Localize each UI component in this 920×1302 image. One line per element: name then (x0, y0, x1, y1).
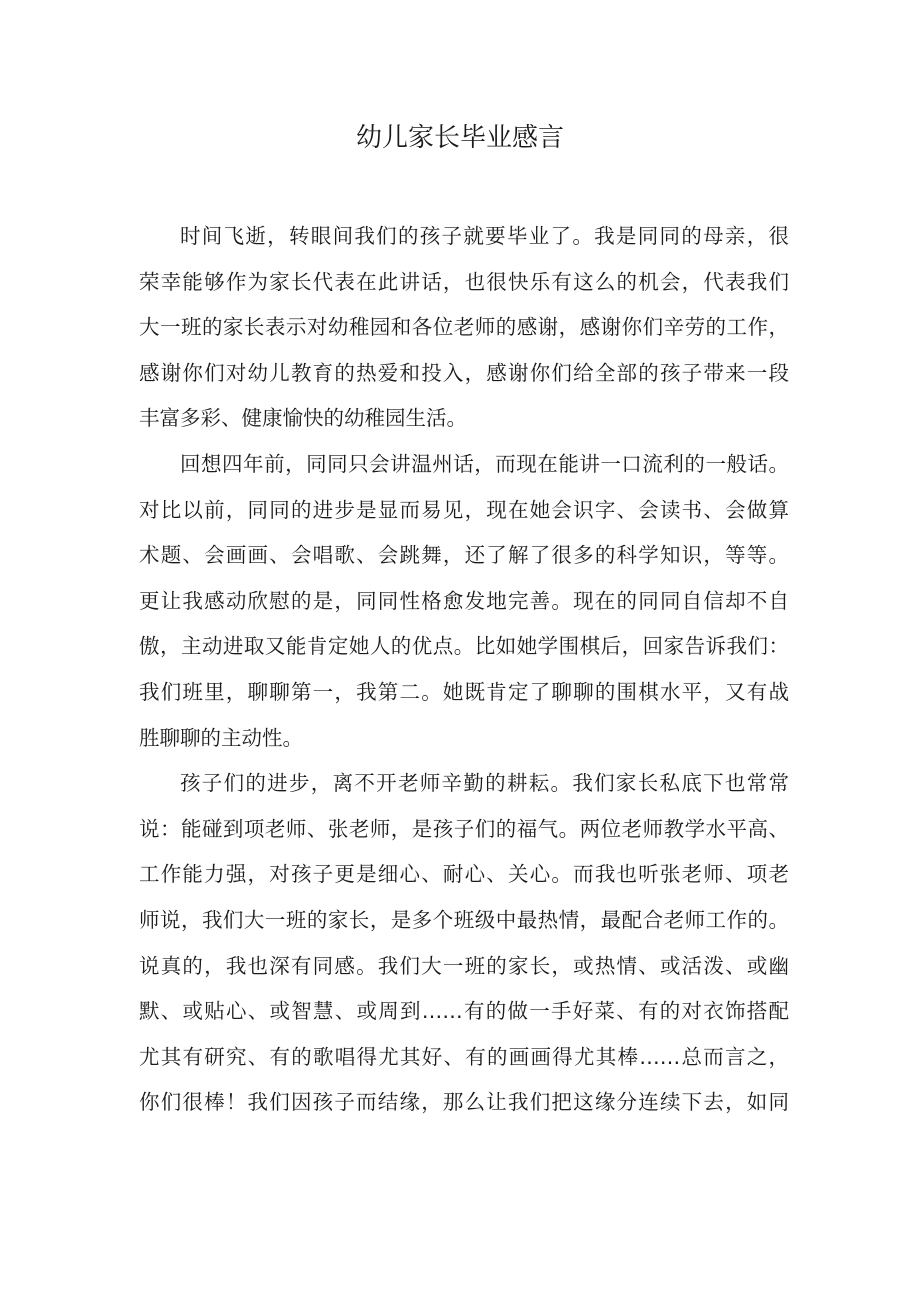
text-line: 傲，主动进取又能肯定她人的优点。比如她学围棋后，回家告诉我们： (139, 634, 789, 659)
text-line: 对比以前，同同的进步是显而易见，现在她会识字、会读书、会做算 (139, 497, 789, 522)
text-line: 师说，我们大一班的家长，是多个班级中最热情，最配合老师工作的。 (139, 907, 789, 932)
text-line: 时间飞逝，转眼间我们的孩子就要毕业了。我是同同的母亲，很 (180, 224, 789, 248)
text-line: 尤其有研究、有的歌唱得尤其好、有的画画得尤其棒……总而言之， (139, 1044, 789, 1069)
document-body (139, 214, 789, 1126)
text-line: 你们很棒！我们因孩子而结缘，那么让我们把这缘分连续下去，如同 (139, 1090, 789, 1115)
text-line: 大一班的家长表示对幼稚园和各位老师的感谢，感谢你们辛劳的工作， (139, 315, 789, 340)
paragraph-1 (139, 214, 789, 442)
text-line: 说真的，我也深有同感。我们大一班的家长，或热情、或活泼、或幽 (139, 953, 789, 978)
text-line: 说：能碰到项老师、张老师，是孩子们的福气。两位老师教学水平高、 (139, 816, 789, 841)
paragraph-3 (139, 761, 789, 1126)
text-line: 胜聊聊的主动性。 (139, 725, 303, 750)
document-title: 幼儿家长毕业感言 (355, 123, 564, 153)
text-line: 感谢你们对幼儿教育的热爱和投入，感谢你们给全部的孩子带来一段 (139, 360, 789, 385)
text-line: 孩子们的进步，离不开老师辛勤的耕耘。我们家长私底下也常常 (180, 771, 789, 796)
text-line: 默、或贴心、或智慧、或周到……有的做一手好菜、有的对衣饰搭配 (139, 999, 789, 1024)
text-line: 工作能力强，对孩子更是细心、耐心、关心。而我也听张老师、项老 (139, 862, 789, 887)
text-line: 我们班里，聊聊第一，我第二。她既肯定了聊聊的围棋水平，又有战 (139, 679, 789, 704)
text-line: 回想四年前，同同只会讲温州话，而现在能讲一口流利的一般话。 (180, 451, 789, 476)
text-line: 术题、会画画、会唱歌、会跳舞，还了解了很多的科学知识，等等。 (139, 543, 789, 568)
text-line: 荣幸能够作为家长代表在此讲话，也很快乐有这么的机会，代表我们 (139, 269, 789, 294)
text-line: 丰富多彩、健康愉快的幼稚园生活。 (139, 406, 467, 431)
text-line: 更让我感动欣慰的是，同同性格愈发地完善。现在的同同自信却不自 (139, 588, 789, 613)
paragraph-2 (139, 442, 789, 761)
